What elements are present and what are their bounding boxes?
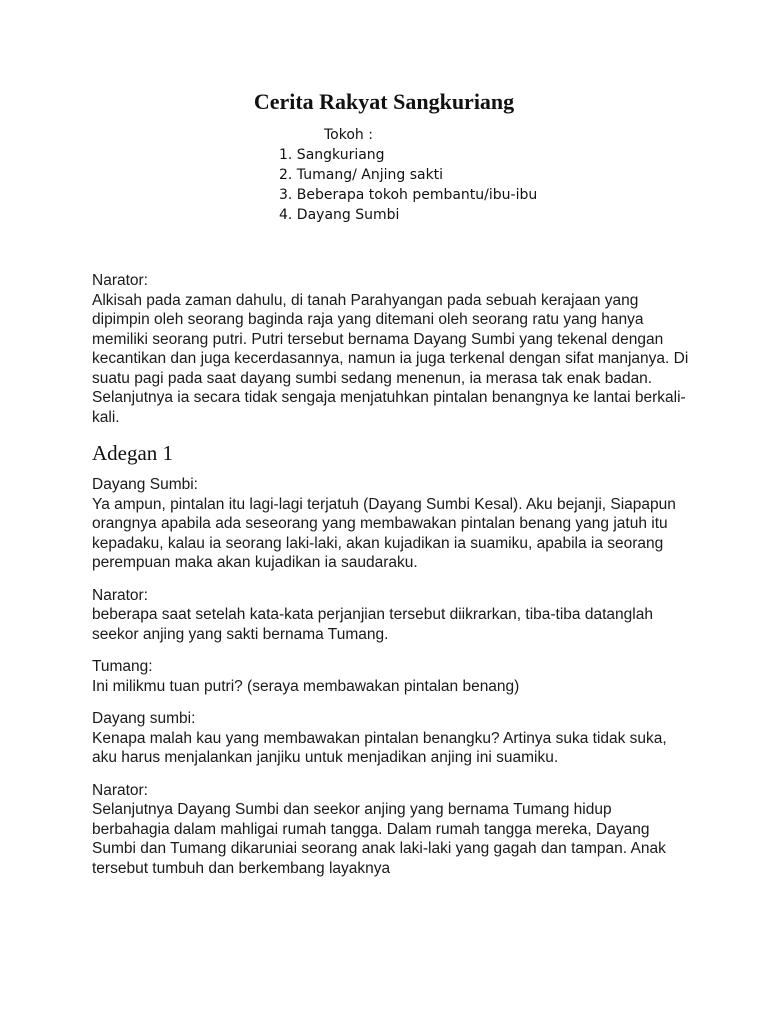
speaker-label: Narator: <box>92 272 148 289</box>
script-body <box>92 271 692 891</box>
intro-block <box>92 271 692 427</box>
dialogue-text: beberapa saat setelah kata-kata perjanjian tersebut diikrarkan, tiba-tiba datanglah seekor anjing yang sakti bernama Tumang. <box>92 606 653 643</box>
dialogue-text: Ya ampun, pintalan itu lagi-lagi terjatuh (Dayang Sumbi Kesal). Aku bejanji, Siapapun orangnya apabila ada seseorang yang membawakan pintalan benang yang jatuh itu kepadaku, kalau ia seorang laki-laki, akan kujadikan ia suamiku, apabila ia seorang perempuan maka akan kujadikan ia saudaraku. <box>92 495 676 571</box>
speaker-label: Dayang sumbi: <box>92 710 196 727</box>
cast-item: 4. Dayang Sumbi <box>279 207 400 223</box>
cast-heading: Tokoh : <box>324 127 373 143</box>
cast-list <box>279 145 537 225</box>
cast-item: 3. Beberapa tokoh pembantu/ibu-ibu <box>279 187 538 203</box>
dialogue-block <box>92 657 692 696</box>
dialogue-text: Selanjutnya Dayang Sumbi dan seekor anjing yang bernama Tumang hidup berbahagia dalam mahligai rumah tangga. Dalam rumah tangga mereka, Dayang Sumbi dan Tumang dikaruniai seorang anak laki-laki yang gagah dan tampan. Anak tersebut tumbuh dan berkembang layaknya <box>92 801 666 877</box>
dialogue-block <box>92 475 692 573</box>
speaker-label: Tumang: <box>92 658 153 675</box>
scene-heading: Adegan 1 <box>92 441 174 465</box>
dialogue-text: Alkisah pada zaman dahulu, di tanah Parahyangan pada sebuah kerajaan yang dipimpin oleh seorang baginda raja yang ditemani oleh seorang ratu yang hanya memiliki seorang putri. Putri tersebut bernama Dayang Sumbi yang tekenal dengan kecantikan dan juga kecerdasannya, namun ia juga terkenal dengan sifat manjanya. Di suatu pagi pada saat dayang sumbi sedang menenun, ia merasa tak enak badan. Selanjutnya ia secara tidak sengaja menjatuhkan pintalan benangnya ke lantai berkali-kali. <box>92 291 689 426</box>
dialogue-block <box>92 586 692 645</box>
cast-item: 1. Sangkuriang <box>279 147 385 163</box>
cast-section <box>279 125 537 225</box>
dialogue-text: Ini milikmu tuan putri? (seraya membawakan pintalan benang) <box>92 677 520 695</box>
cast-item: 2. Tumang/ Anjing sakti <box>279 167 444 183</box>
dialogue-block <box>92 781 692 879</box>
document-title: Cerita Rakyat Sangkuriang <box>253 89 515 114</box>
speaker-label: Narator: <box>92 586 148 604</box>
speaker-label: Narator: <box>92 781 148 799</box>
dialogue-text: Kenapa malah kau yang membawakan pintalan benangku? Artinya suka tidak suka, aku harus menjalankan janjiku untuk menjadikan anjing ini suamiku. <box>92 729 667 766</box>
dialogue-block <box>92 709 692 768</box>
speaker-label: Dayang Sumbi: <box>92 476 198 493</box>
